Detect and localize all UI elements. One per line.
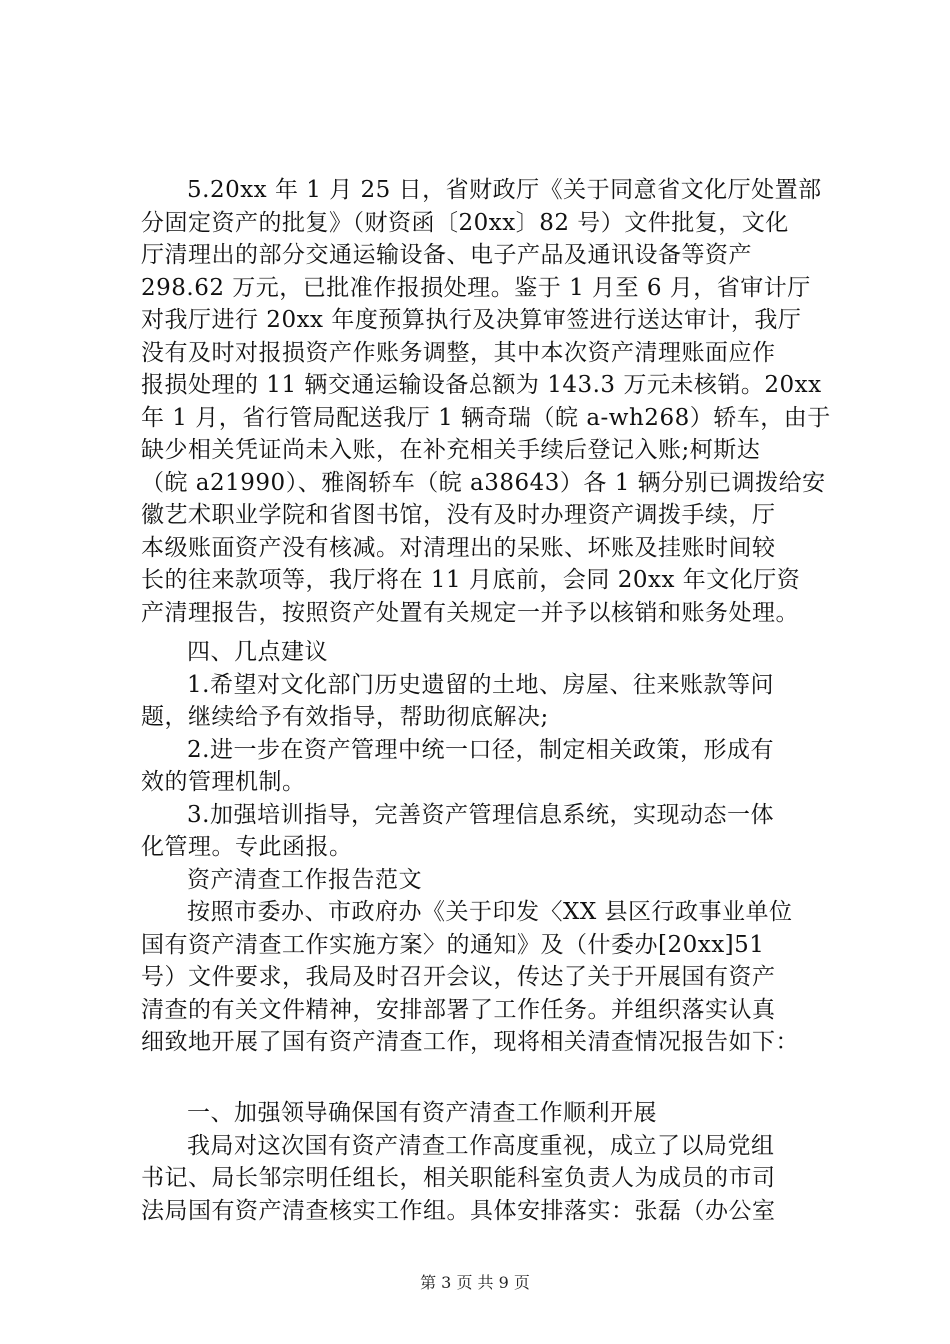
- text-line: 我局对这次国有资产清查工作高度重视，成立了以局党组: [187, 1132, 775, 1159]
- text-line: 对我厅进行 20xx 年度预算执行及决算审签进行送达审计，我厅: [141, 307, 802, 333]
- text-line: 3.加强培训指导，完善资产管理信息系统，实现动态一体: [187, 801, 774, 828]
- text-line: 厅清理出的部分交通运输设备、电子产品及通讯设备等资产: [141, 242, 752, 268]
- text-line: 效的管理机制。: [141, 769, 306, 795]
- text-line: 报损处理的 11 辆交通运输设备总额为 143.3 万元未核销。20xx: [141, 372, 822, 398]
- text-line: 法局国有资产清查核实工作组。具体安排落实：张磊（办公室: [141, 1197, 776, 1224]
- text-line: 国有资产清查工作实施方案〉的通知》及（什委办[20xx]51: [141, 931, 765, 958]
- text-line: 年 1 月，省行管局配送我厅 1 辆奇瑞（皖 a-wh268）轿车，由于: [141, 404, 831, 431]
- text-line: 没有及时对报损资产作账务调整，其中本次资产清理账面应作: [141, 339, 776, 366]
- text-line: 化管理。专此函报。: [141, 834, 353, 860]
- paragraph-5: [141, 174, 841, 629]
- text-line: 长的往来款项等，我厅将在 11 月底前，会同 20xx 年文化厅资: [141, 567, 801, 593]
- section-4: [141, 636, 841, 1059]
- text-line: 题，继续给予有效指导，帮助彻底解决;: [141, 704, 549, 730]
- text-line: 号）文件要求，我局及时召开会议，传达了关于开展国有资产: [141, 964, 776, 990]
- text-line: 2.进一步在资产管理中统一口径，制定相关政策，形成有: [187, 736, 774, 763]
- section-heading: 一、加强领导确保国有资产清查工作顺利开展: [187, 1100, 657, 1126]
- text-line: 分固定资产的批复》（财资函〔20xx〕82 号）文件批复，文化: [141, 209, 789, 236]
- page-footer: [0, 1270, 950, 1293]
- report-title: 资产清查工作报告范文: [187, 866, 422, 893]
- section-heading: 四、几点建议: [187, 639, 328, 665]
- text-line: 书记、局长邹宗明任组长，相关职能科室负责人为成员的市司: [141, 1165, 776, 1191]
- text-line: 细致地开展了国有资产清查工作，现将相关清查情况报告如下：: [141, 1029, 799, 1055]
- text-line: （皖 a21990）、雅阁轿车（皖 a38643）各 1 辆分别已调拨给安: [141, 469, 826, 496]
- text-line: 缺少相关凭证尚未入账，在补充相关手续后登记入账;柯斯达: [141, 437, 761, 463]
- text-line: 产清理报告，按照资产处置有关规定一并予以核销和账务处理。: [141, 599, 799, 626]
- text-line: 298.62 万元，已批准作报损处理。鉴于 1 月至 6 月，省审计厅: [141, 274, 811, 301]
- text-line: 清查的有关文件精神，安排部署了工作任务。并组织落实认真: [141, 996, 776, 1023]
- page-number: 第 3 页 共 9 页: [420, 1273, 530, 1292]
- text-line: 徽艺术职业学院和省图书馆，没有及时办理资产调拨手续，厅: [141, 502, 776, 528]
- section-1: [141, 1097, 841, 1227]
- text-line: 5.20xx 年 1 月 25 日，省财政厅《关于同意省文化厅处置部: [187, 177, 822, 203]
- text-line: 按照市委办、市政府办《关于印发〈XX 县区行政事业单位: [187, 899, 793, 925]
- text-line: 本级账面资产没有核减。对清理出的呆账、坏账及挂账时间较: [141, 534, 776, 561]
- text-line: 1.希望对文化部门历史遗留的土地、房屋、往来账款等问: [187, 671, 774, 698]
